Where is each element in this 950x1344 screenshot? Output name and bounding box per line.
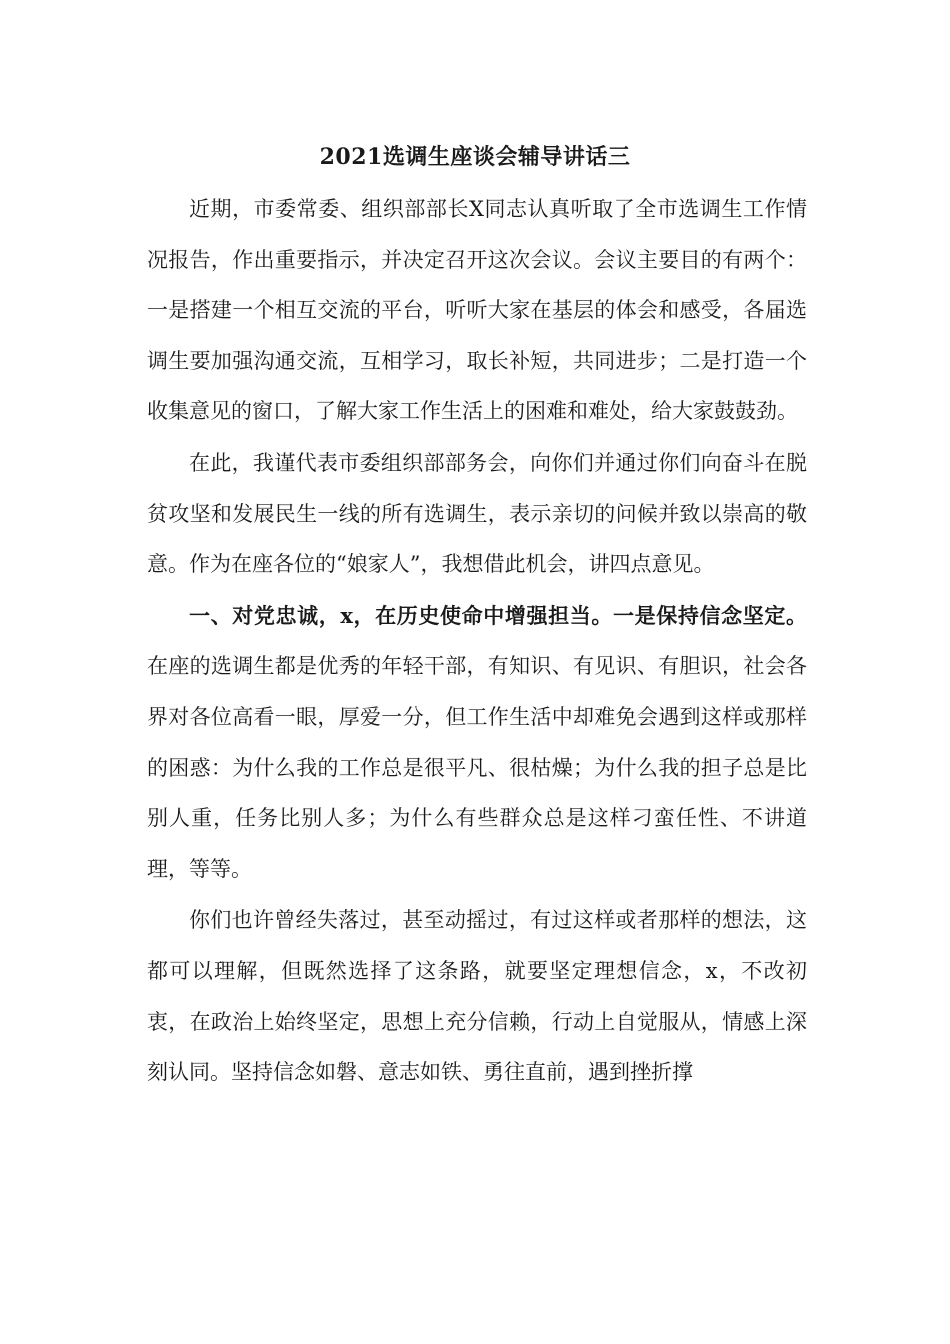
paragraph-2: 在此，我谨代表市委组织部部务会，向你们并通过你们向奋斗在脱贫攻坚和发展民生一线的所有选调生，表示亲切的问候并致以崇高的敬意。作为在座各位的“娘家人”，我想借此机会，讲四点意见。 xyxy=(147,450,807,577)
paragraph-3 xyxy=(147,591,807,895)
paragraph-3-text: 在座的选调生都是优秀的年轻干部，有知识、有见识、有胆识，社会各界对各位高看一眼，厚爱一分，但工作生活中却难免会遇到这样或那样的困惑：为什么我的工作总是很平凡、很枯燥；为什么我的担子总是比别人重，任务比别人多；为什么有些群众总是这样刁蛮任性、不讲道理，等等。 xyxy=(147,654,807,881)
document-body xyxy=(147,184,807,1098)
paragraph-1: 近期，市委常委、组织部部长X同志认真听取了全市选调生工作情况报告，作出重要指示，并决定召开这次会议。会议主要目的有两个：一是搭建一个相互交流的平台，听听大家在基层的体会和感受，各届选调生要加强沟通交流，互相学习，取长补短，共同进步；二是打造一个收集意见的窗口，了解大家工作生活上的困难和难处，给大家鼓鼓劲。 xyxy=(147,197,807,424)
section-heading: 一、对党忠诚，x，在历史使命中增强担当。一是保持信念坚定。 xyxy=(189,602,807,628)
document-title: 2021选调生座谈会辅导讲话三 xyxy=(319,144,631,170)
paragraph-4: 你们也许曾经失落过，甚至动摇过，有过这样或者那样的想法，这都可以理解，但既然选择了这条路，就要坚定理想信念，x，不改初衷，在政治上始终坚定，思想上充分信赖，行动上自觉服从，情感上深刻认同。坚持信念如磐、意志如铁、勇往直前，遇到挫折撑 xyxy=(147,908,807,1085)
